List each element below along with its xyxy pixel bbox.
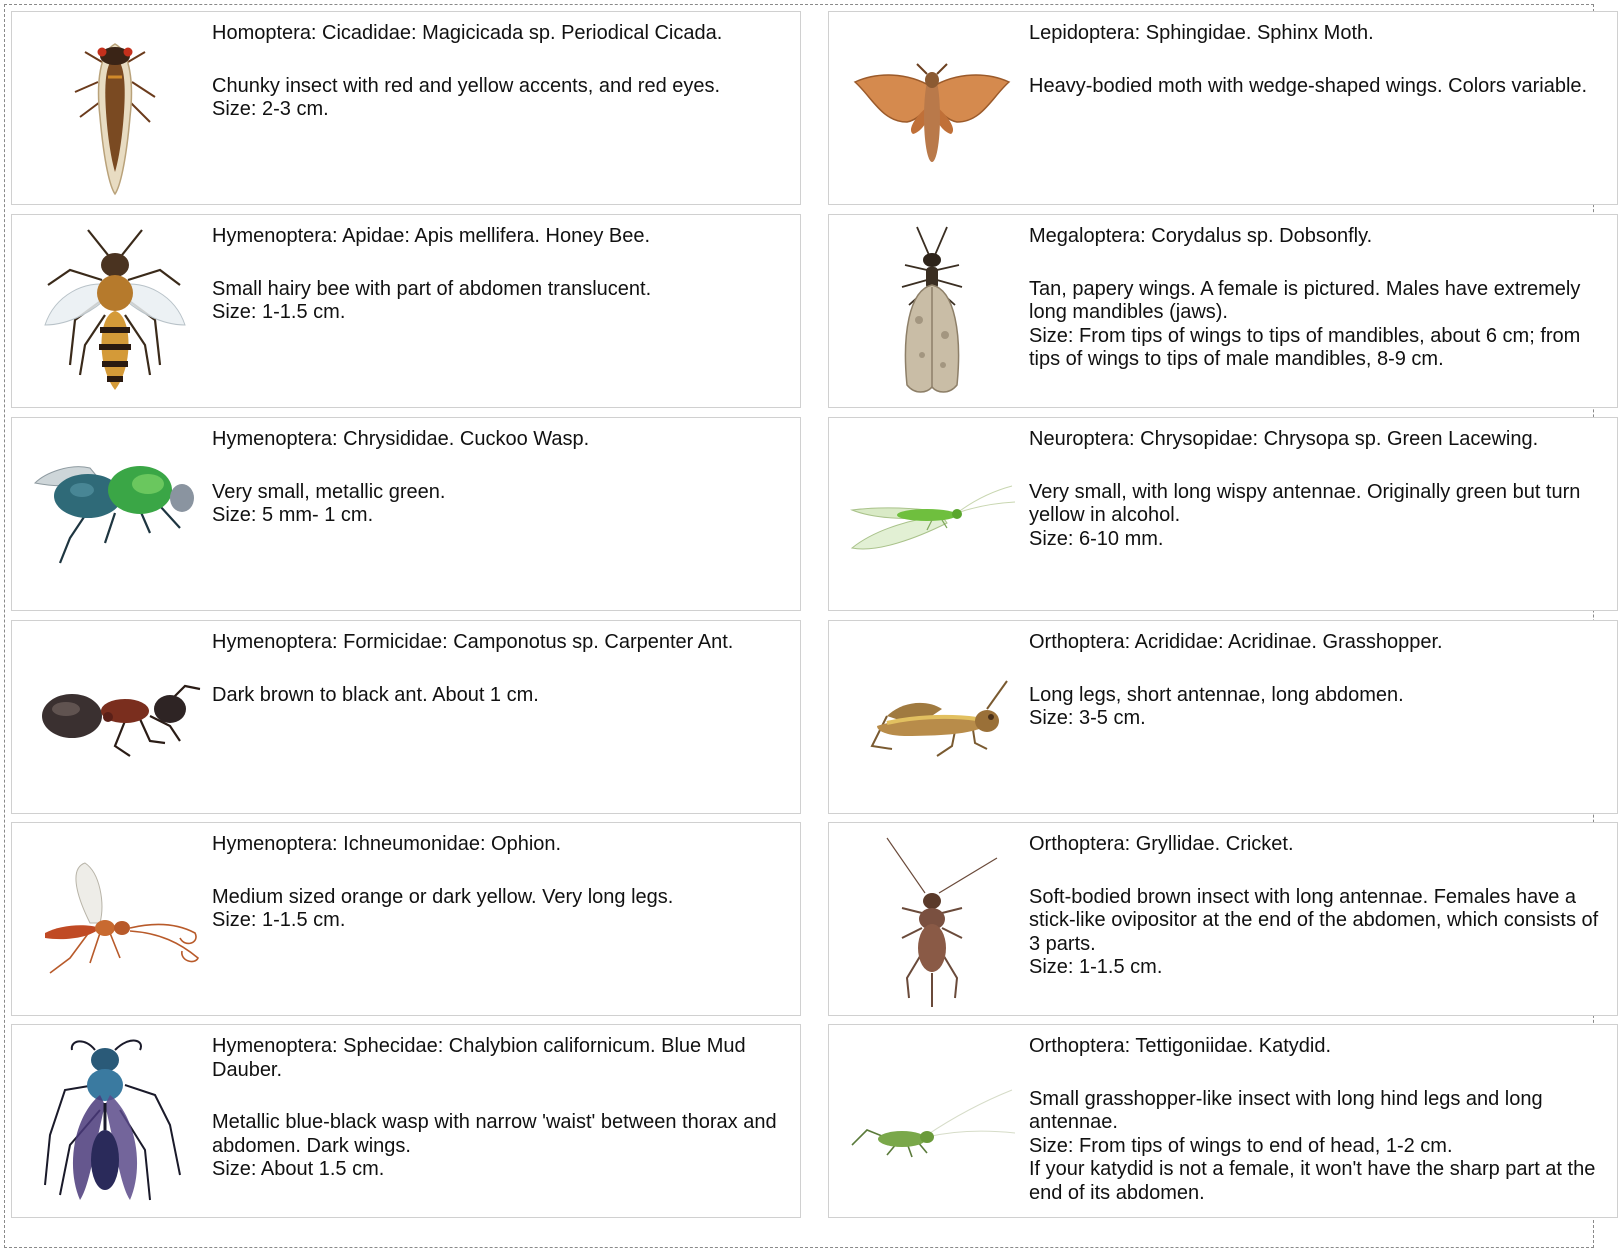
insect-description: Small grasshopper-like insect with long hind legs and long antennae. Size: From tips of wings to end of head, 1-2 cm. If your katydid is not a female, it won't have the sharp part at the end of its abdomen.	[1029, 1087, 1596, 1204]
insect-title: Hymenoptera: Chrysididae. Cuckoo Wasp.	[212, 428, 590, 450]
insect-description: Very small, with long wispy antennae. Originally green but turn yellow in alcohol. Size: 6-10 mm.	[1029, 480, 1581, 550]
insect-card	[11, 822, 801, 1016]
insect-card	[11, 417, 801, 611]
insect-card	[828, 214, 1618, 408]
insect-card	[11, 214, 801, 408]
insect-card	[828, 822, 1618, 1016]
insect-card	[828, 11, 1618, 205]
insect-title: Neuroptera: Chrysopidae: Chrysopa sp. Green Lacewing.	[1029, 428, 1539, 450]
insect-description: Heavy-bodied moth with wedge-shaped wings. Colors variable.	[1029, 74, 1588, 97]
sphinx-moth-icon	[847, 22, 1017, 196]
insect-title: Orthoptera: Gryllidae. Cricket.	[1029, 833, 1294, 855]
carpenter-ant-icon	[30, 631, 200, 805]
grasshopper-icon	[847, 631, 1017, 805]
blue-mud-dauber-icon	[30, 1035, 200, 1209]
honey-bee-icon	[30, 225, 200, 399]
insect-description: Very small, metallic green. Size: 5 mm- 1 cm.	[212, 480, 446, 526]
insect-description: Tan, papery wings. A female is pictured. Males have extremely long mandibles (jaws). Size: From tips of wings to tips of mandibles, about 6 cm; from tips of wings to tips of male mandibles, 8-9 cm.	[1029, 277, 1581, 370]
insect-title: Orthoptera: Tettigoniidae. Katydid.	[1029, 1035, 1332, 1057]
katydid-icon	[847, 1035, 1017, 1209]
insect-description: Chunky insect with red and yellow accents, and red eyes. Size: 2-3 cm.	[212, 74, 721, 120]
insect-title: Megaloptera: Corydalus sp. Dobsonfly.	[1029, 225, 1373, 247]
insect-description: Small hairy bee with part of abdomen translucent. Size: 1-1.5 cm.	[212, 277, 652, 323]
insect-description: Metallic blue-black wasp with narrow 'waist' between thorax and abdomen. Dark wings. Size: About 1.5 cm.	[212, 1111, 777, 1180]
insect-title: Homoptera: Cicadidae: Magicicada sp. Periodical Cicada.	[212, 22, 723, 44]
insect-description: Soft-bodied brown insect with long antennae. Females have a stick-like ovipositor at the end of the abdomen, which consists of 3 parts. Size: 1-1.5 cm.	[1029, 885, 1599, 978]
insect-title: Hymenoptera: Apidae: Apis mellifera. Honey Bee.	[212, 225, 651, 247]
insect-title: Hymenoptera: Sphecidae: Chalybion californicum. Blue Mud Dauber.	[212, 1035, 746, 1081]
cricket-icon	[847, 833, 1017, 1007]
insect-title: Hymenoptera: Formicidae: Camponotus sp. Carpenter Ant.	[212, 631, 734, 653]
insect-card	[11, 1024, 801, 1218]
insect-card	[828, 417, 1618, 611]
insect-title: Orthoptera: Acrididae: Acridinae. Grasshopper.	[1029, 631, 1443, 653]
cuckoo-wasp-icon	[30, 428, 200, 602]
cicada-icon	[30, 22, 200, 196]
insect-card	[828, 620, 1618, 814]
insect-title: Hymenoptera: Ichneumonidae: Ophion.	[212, 833, 562, 855]
insect-card	[11, 11, 801, 205]
insect-card	[11, 620, 801, 814]
dobsonfly-icon	[847, 225, 1017, 399]
insect-title: Lepidoptera: Sphingidae. Sphinx Moth.	[1029, 22, 1374, 44]
insect-card	[828, 1024, 1618, 1218]
insect-description: Medium sized orange or dark yellow. Very long legs. Size: 1-1.5 cm.	[212, 885, 674, 931]
ophion-wasp-icon	[30, 833, 200, 1007]
insect-description: Dark brown to black ant. About 1 cm.	[212, 683, 539, 706]
green-lacewing-icon	[847, 428, 1017, 602]
insect-description: Long legs, short antennae, long abdomen. Size: 3-5 cm.	[1029, 683, 1404, 729]
